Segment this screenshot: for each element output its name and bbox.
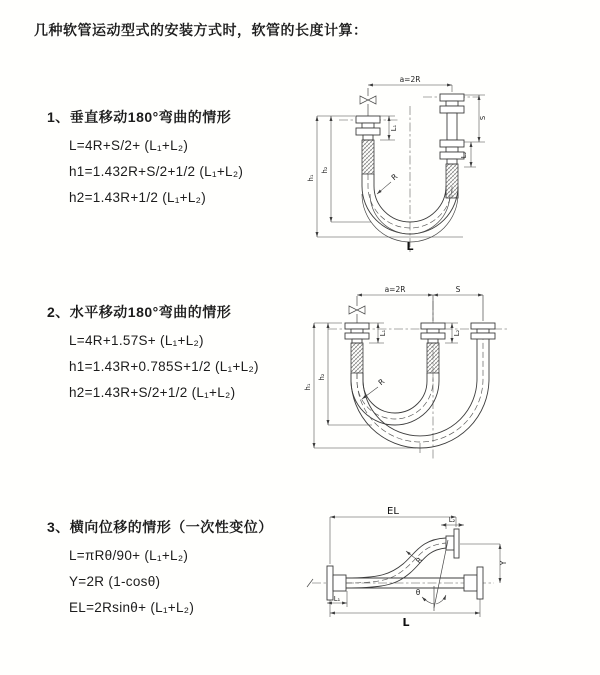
dim-label-a2R: a=2R bbox=[399, 75, 421, 84]
hose-curve-lower-wall bbox=[346, 548, 446, 588]
valve-icon bbox=[349, 306, 365, 314]
hose-inner-wall bbox=[374, 171, 446, 222]
hose-outer-wall bbox=[351, 373, 439, 425]
dim-label-R: R bbox=[376, 376, 387, 388]
section-2-formula-h2: h2=1.43R+S/2+1/2 (L₁+L₂) bbox=[69, 385, 236, 400]
diagram-lateral-displacement bbox=[298, 496, 598, 661]
angle-arc-right bbox=[436, 595, 446, 604]
right-fitting-moved bbox=[471, 323, 495, 339]
diagram-vertical-180-bend bbox=[303, 70, 498, 260]
dim-label-h2: h₂ bbox=[321, 166, 329, 174]
dim-label-EL: EL bbox=[387, 506, 399, 517]
section-2-formula-L: L=4R+1.57S+ (L₁+L₂) bbox=[69, 333, 204, 348]
braided-hose-section bbox=[351, 343, 363, 373]
hose-moved-outer-wall bbox=[351, 339, 489, 448]
hose-curve-centerline bbox=[346, 543, 446, 583]
braided-hose-section bbox=[362, 140, 374, 174]
dim-label-L: L bbox=[406, 240, 414, 253]
page-title: 几种软管运动型式的安装方式时，软管的长度计算： bbox=[34, 22, 368, 38]
angle-arc-left bbox=[422, 597, 434, 604]
section-2 bbox=[47, 302, 259, 400]
hose-curve-upper-wall bbox=[346, 538, 446, 578]
dim-label-h2: h₂ bbox=[318, 373, 326, 381]
section-3-formula-L: L=πRθ/90+ (L₁+L₂) bbox=[69, 548, 189, 563]
dim-label-L1: L₁ bbox=[379, 329, 387, 337]
dim-label-L1: L₁ bbox=[333, 595, 341, 603]
radius-leader bbox=[377, 182, 391, 194]
section-2-formula-h1: h1=1.43R+0.785S+1/2 (L₁+L₂) bbox=[69, 359, 259, 374]
section-3-formula-Y: Y=2R (1-cosθ) bbox=[69, 574, 161, 589]
hose-moved-centerline bbox=[357, 339, 483, 442]
section-1 bbox=[47, 107, 243, 205]
diagram-horizontal-180-bend bbox=[298, 281, 593, 466]
hose-centerline bbox=[357, 373, 433, 419]
left-fitting bbox=[356, 116, 380, 140]
section-1-formula-L: L=4R+S/2+ (L₁+L₂) bbox=[69, 138, 189, 153]
dim-label-S: S bbox=[455, 285, 461, 294]
dim-label-R: R bbox=[413, 555, 425, 566]
left-fitting bbox=[345, 323, 369, 343]
section-3 bbox=[47, 517, 273, 615]
dim-label-h1: h₁ bbox=[307, 174, 315, 182]
braided-hose-section bbox=[427, 343, 439, 373]
dim-label-S: S bbox=[479, 115, 487, 121]
valve-icon bbox=[360, 96, 376, 104]
dim-label-Y: Y bbox=[499, 560, 508, 566]
section-1-formula-h1: h1=1.432R+S/2+1/2 (L₁+L₂) bbox=[69, 164, 244, 179]
middle-fitting bbox=[421, 323, 445, 343]
dim-label-a2R: a=2R bbox=[384, 285, 406, 294]
hose-moved-inner-wall bbox=[363, 339, 477, 436]
dim-label-theta: θ bbox=[415, 588, 421, 597]
section-3-heading: 3、横向位移的情形（一次性变位） bbox=[47, 519, 273, 535]
section-1-heading: 1、垂直移动180°弯曲的情形 bbox=[47, 109, 232, 125]
section-2-heading: 2、水平移动180°弯曲的情形 bbox=[47, 304, 232, 320]
braided-hose-section bbox=[446, 164, 458, 198]
dim-label-R: R bbox=[389, 171, 400, 183]
right-fitting-upper bbox=[440, 94, 464, 140]
dim-label-L1: L₁ bbox=[390, 124, 398, 132]
dim-label-L2: L₂ bbox=[460, 151, 468, 159]
right-flange-original bbox=[464, 567, 483, 599]
dim-label-h1: h₁ bbox=[304, 383, 312, 391]
dim-label-L: L bbox=[402, 616, 410, 629]
top-right-flange-displaced bbox=[446, 529, 459, 558]
section-3-formula-EL: EL=2Rsinθ+ (L₁+L₂) bbox=[69, 600, 195, 615]
section-1-formula-h2: h2=1.43R+1/2 (L₁+L₂) bbox=[69, 190, 207, 205]
hose-inner-wall bbox=[363, 373, 427, 413]
dim-label-L2: L₂ bbox=[448, 516, 456, 524]
dim-label-L2: L₂ bbox=[453, 329, 461, 337]
